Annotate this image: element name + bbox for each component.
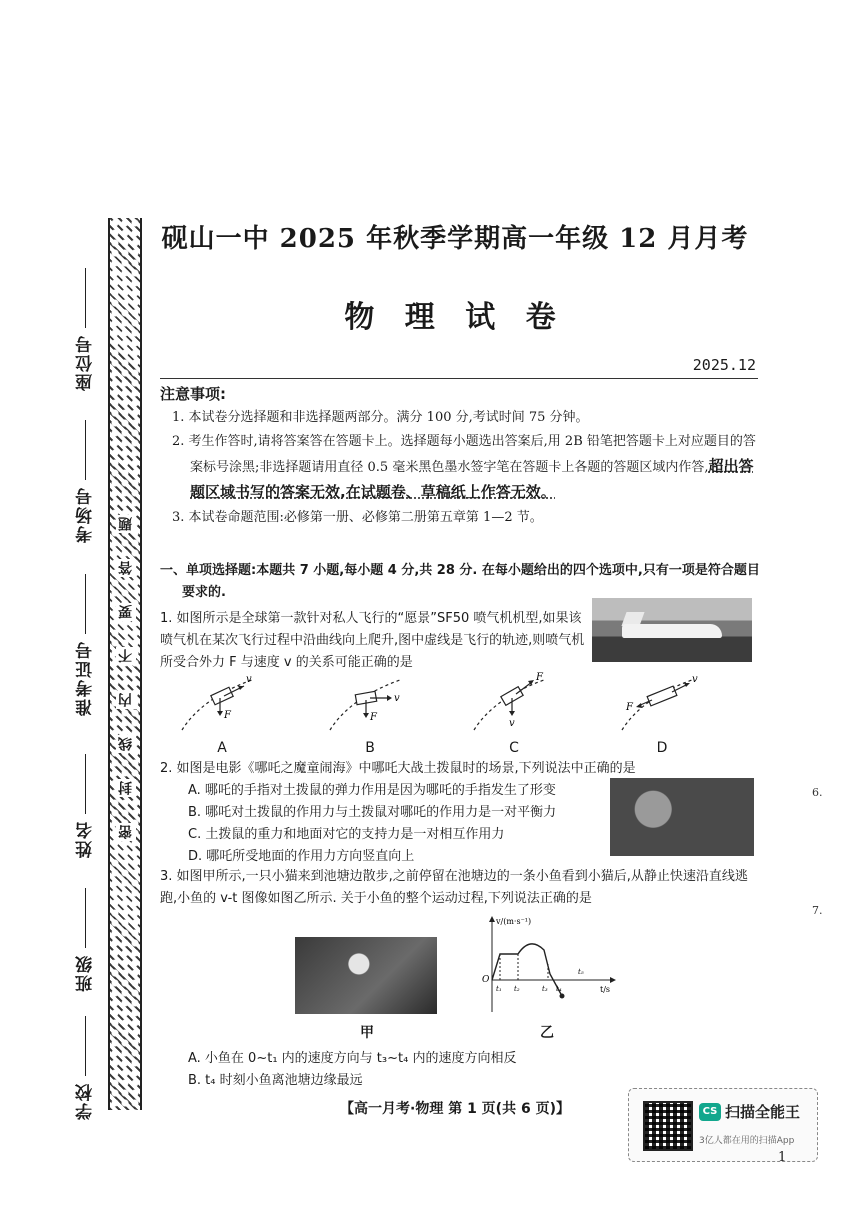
force-arrowhead bbox=[363, 713, 369, 718]
caption-yi: 乙 bbox=[540, 1025, 554, 1041]
qr-code-icon bbox=[643, 1101, 693, 1151]
vt-graph-xlabel: t/s bbox=[600, 985, 611, 994]
name-line bbox=[85, 754, 86, 814]
velocity-arrowhead bbox=[509, 711, 515, 716]
class-label: 班级 bbox=[75, 954, 96, 992]
note-item-2 bbox=[160, 430, 760, 506]
caption-jia: 甲 bbox=[360, 1025, 374, 1041]
seal-char: 题 bbox=[118, 517, 134, 531]
seal-char: 密 bbox=[118, 825, 134, 839]
force-arrowhead bbox=[636, 703, 642, 708]
q1-option-a[interactable] bbox=[172, 668, 272, 756]
trajectory-diagram-a bbox=[172, 668, 272, 738]
force-label: F bbox=[370, 712, 377, 723]
header-rule bbox=[160, 378, 758, 379]
vt-graph-curve bbox=[492, 944, 562, 996]
vt-graph-endpoint bbox=[560, 994, 565, 999]
admission-number-field bbox=[70, 568, 100, 716]
q3-option-a[interactable]: A. 小鱼在 0~t₁ 内的速度方向与 t₃~t₄ 内的速度方向相反 bbox=[188, 1051, 517, 1066]
cat-pond-photo bbox=[295, 937, 437, 1014]
seal-char: 内 bbox=[118, 693, 134, 707]
admission-number-label: 准考证号 bbox=[75, 640, 96, 716]
seal-char: 答 bbox=[118, 561, 134, 575]
q1-option-b[interactable] bbox=[320, 668, 420, 756]
vt-graph bbox=[472, 912, 622, 1016]
scanner-app-tagline: 3亿人都在用的扫描App bbox=[699, 1136, 795, 1146]
trajectory-diagram-c bbox=[464, 668, 564, 738]
trajectory-path bbox=[330, 680, 400, 730]
plane-block bbox=[211, 687, 233, 705]
vt-graph-tick: t₃ bbox=[542, 985, 548, 993]
q3-options bbox=[188, 1048, 748, 1092]
admission-number-line bbox=[85, 574, 86, 634]
vt-graph-tick: t₅ bbox=[578, 968, 584, 976]
velocity-label: v bbox=[246, 674, 252, 685]
exam-subject: 物 理 试 卷 bbox=[344, 300, 566, 335]
q1-options bbox=[172, 668, 732, 756]
edge-number-7: 7. bbox=[812, 904, 823, 917]
seal-char: 线 bbox=[118, 737, 134, 751]
notes-title: 注意事项: bbox=[160, 385, 226, 403]
question-3: 3. 如图甲所示,一只小猫来到池塘边散步,之前停留在池塘边的一条小鱼看到小猫后,从静止快速沿直线逃跑,小鱼的 v-t 图像如图乙所示. 关于小鱼的整个运动过程,下列说法正确的是 bbox=[160, 869, 748, 906]
note-item-2-emphasis: 超出答题区域书写的答案无效,在试题卷、草稿纸上作答无效。 bbox=[190, 457, 754, 501]
q1-option-d-label: D bbox=[656, 740, 668, 756]
school-label: 学校 bbox=[75, 1082, 96, 1120]
name-field bbox=[70, 748, 100, 858]
seat-number-label: 座位号 bbox=[75, 334, 96, 391]
scanner-watermark-badge bbox=[628, 1088, 818, 1162]
name-label: 姓名 bbox=[75, 820, 96, 858]
q2-option-d[interactable]: D. 哪吒所受地面的作用力方向竖直向上 bbox=[188, 849, 415, 864]
seal-char: 封 bbox=[118, 781, 134, 795]
vt-graph-tick: t₂ bbox=[514, 985, 520, 993]
velocity-label: v bbox=[394, 693, 400, 704]
velocity-label: v bbox=[692, 674, 698, 685]
exam-room-label: 考场号 bbox=[75, 486, 96, 543]
exam-room-line bbox=[85, 420, 86, 480]
force-label: F bbox=[224, 710, 231, 721]
question-2-stem: 2. 如图是电影《哪吒之魔童闹海》中哪吒大战土拨鼠时的场景,下列说法中正确的是 bbox=[160, 761, 636, 776]
exam-title: 砚山一中 2025 年秋季学期高一年级 12 月月考 bbox=[161, 224, 749, 254]
scanner-app-name: 扫描全能王 bbox=[725, 1103, 801, 1121]
notes-block bbox=[160, 382, 760, 530]
cs-logo-icon: CS bbox=[699, 1103, 721, 1121]
edge-number-6: 6. bbox=[812, 786, 823, 799]
trajectory-diagram-d bbox=[612, 668, 712, 738]
seal-notice-column bbox=[118, 515, 134, 841]
force-label: F bbox=[536, 672, 543, 683]
jet-photo bbox=[592, 598, 752, 662]
seat-number-line bbox=[85, 268, 86, 328]
vt-graph-x-arrow bbox=[610, 977, 616, 983]
exam-date: 2025.12 bbox=[692, 356, 756, 374]
note-item-1: 1. 本试卷分选择题和非选择题两部分。满分 100 分,考试时间 75 分钟。 bbox=[172, 410, 589, 425]
section-heading: 一、单项选择题:本题共 7 小题,每小题 4 分,共 28 分. 在每小题给出的四个选项中,只有一项是符合题目要求的. bbox=[160, 563, 760, 600]
note-item-3: 3. 本试卷命题范围:必修第一册、必修第二册第五章第 1—2 节。 bbox=[172, 510, 543, 525]
q3-option-b[interactable]: B. t₄ 时刻小鱼离池塘边缘最远 bbox=[188, 1073, 363, 1088]
trajectory-diagram-b bbox=[320, 668, 420, 738]
vt-graph-tick: t₄ bbox=[556, 985, 562, 993]
force-arrowhead bbox=[217, 711, 223, 716]
note-item-2-text: 2. 考生作答时,请将答案答在答题卡上。选择题每小题选出答案后,用 2B 铅笔把答题卡上对应题目的答案标号涂黑;非选择题请用直径 0.5 毫米黑色墨水签字笔在答题卡上各题的答题区域内作答, bbox=[172, 434, 756, 475]
q1-option-c[interactable] bbox=[464, 668, 564, 756]
school-field bbox=[70, 1010, 100, 1120]
seal-char: 不 bbox=[118, 649, 134, 663]
force-label: F bbox=[626, 702, 633, 713]
q2-option-a[interactable]: A. 哪吒的手指对土拨鼠的弹力作用是因为哪吒的手指发生了形变 bbox=[188, 783, 556, 798]
q2-option-c[interactable]: C. 土拨鼠的重力和地面对它的支持力是一对相互作用力 bbox=[188, 827, 505, 842]
school-line bbox=[85, 1016, 86, 1076]
exam-room-field bbox=[70, 414, 100, 543]
nezha-photo bbox=[610, 778, 754, 856]
vt-graph-tick: t₁ bbox=[496, 985, 502, 993]
q1-option-b-label: B bbox=[365, 740, 375, 756]
q1-option-d[interactable] bbox=[612, 668, 712, 756]
q2-option-b[interactable]: B. 哪吒对土拨鼠的作用力与土拨鼠对哪吒的作用力是一对平衡力 bbox=[188, 805, 557, 820]
velocity-label: v bbox=[509, 718, 515, 729]
class-line bbox=[85, 888, 86, 948]
question-1: 1. 如图所示是全球第一款针对私人飞行的“愿景”SF50 喷气机机型,如果该喷气机在某次飞行过程中沿曲线向上爬升,图中虚线是飞行的轨迹,则喷气机所受合外力 F 与速度 v 的关系可能正确的是 bbox=[160, 611, 585, 670]
q1-option-c-label: C bbox=[509, 740, 519, 756]
page-footer: 【高一月考·物理 第 1 页(共 6 页)】 bbox=[340, 1101, 570, 1117]
velocity-arrowhead bbox=[387, 695, 392, 701]
jet-body bbox=[622, 624, 722, 638]
vt-graph-ylabel: v/(m·s⁻¹) bbox=[496, 917, 532, 926]
page-number: 1 bbox=[778, 1150, 787, 1165]
vt-graph-origin: O bbox=[482, 975, 490, 985]
q1-option-a-label: A bbox=[217, 740, 227, 756]
plane-block bbox=[647, 686, 677, 706]
vt-graph-y-arrow bbox=[489, 916, 495, 922]
class-field bbox=[70, 882, 100, 992]
seat-number-field bbox=[70, 262, 100, 391]
seal-char: 要 bbox=[118, 605, 134, 619]
